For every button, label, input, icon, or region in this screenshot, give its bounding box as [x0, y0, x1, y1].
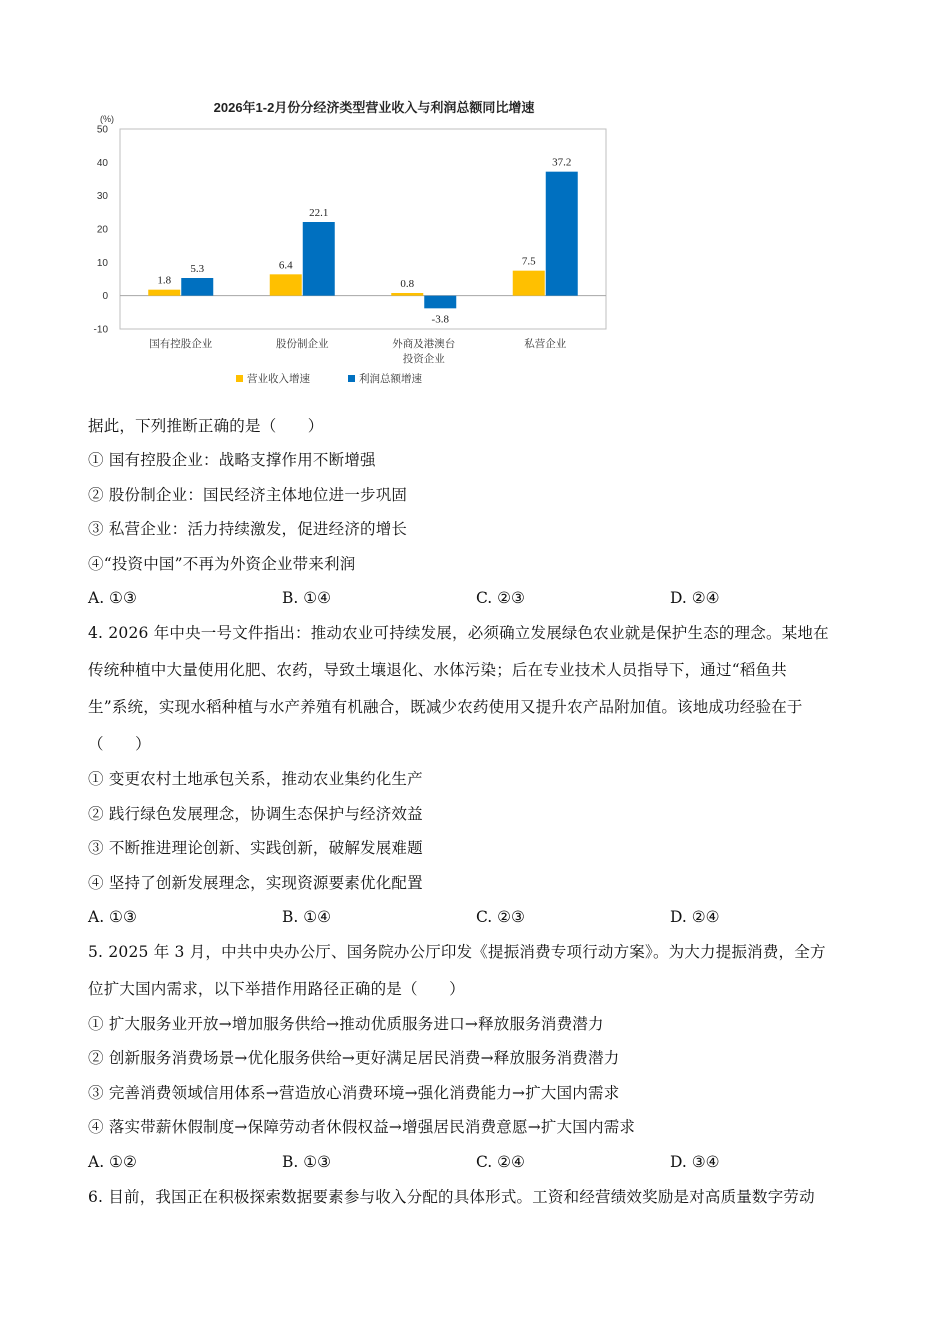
q5-item-3: ③ 完善消费领域信用体系→营造放心消费环境→强化消费能力→扩大国内需求 [88, 1084, 620, 1102]
q3-item-3: ③ 私营企业：活力持续激发，促进经济的增长 [88, 520, 408, 538]
legend-swatch [236, 375, 243, 382]
q4-option-b: B. ①④ [282, 908, 332, 926]
q5-option-a: A. ①② [88, 1153, 137, 1171]
y-tick-label: 10 [96, 257, 108, 269]
q5-option-d: D. ③④ [670, 1153, 720, 1171]
q4-item-4: ④ 坚持了创新发展理念，实现资源要素优化配置 [88, 874, 423, 892]
q3-option-c: C. ②③ [476, 589, 525, 607]
bar-data-label: 6.4 [278, 259, 293, 272]
q4-item-3: ③ 不断推进理论创新、实践创新，破解发展难题 [88, 839, 423, 857]
x-category-label: 国有控股企业 [149, 338, 213, 350]
bar-data-label: 1.8 [157, 274, 172, 287]
q3-option-d: D. ②④ [670, 589, 720, 607]
q4-stem-line-3: 生”系统，实现水稻种植与水产养殖有机融合，既减少农药使用又提升农产品附加值。该地成功经验在于 [88, 698, 803, 716]
x-category-label: 股份制企业 [276, 338, 329, 350]
bar-revenue [270, 274, 302, 295]
q4-option-d: D. ②④ [670, 908, 720, 926]
bar-profit [424, 296, 456, 309]
q3-option-b: B. ①④ [282, 589, 332, 607]
q4-stem-line-4: （ ） [88, 735, 151, 753]
q3-stem: 据此，下列推断正确的是（ ） [88, 417, 324, 435]
legend-label: 利润总额增速 [359, 373, 422, 385]
q4-option-a: A. ①③ [88, 908, 137, 926]
q5-stem-line-2: 位扩大国内需求，以下举措作用路径正确的是（ ） [88, 980, 465, 998]
q3-item-4: ④“投资中国”不再为外资企业带来利润 [88, 555, 356, 573]
q4-item-1: ① 变更农村土地承包关系，推动农业集约化生产 [88, 770, 423, 788]
y-tick-label: 20 [96, 224, 108, 236]
y-tick-label: 50 [96, 124, 108, 136]
legend-swatch [348, 375, 355, 382]
q3-item-1: ① 国有控股企业：战略支撑作用不断增强 [88, 451, 376, 469]
plot-area-frame [120, 129, 606, 329]
bar-data-label: 7.5 [521, 255, 536, 268]
q5-stem-line-1: 5. 2025 年 3 月，中共中央办公厅、国务院办公厅印发《提振消费专项行动方案》。为大力提振消费，全方 [88, 943, 826, 961]
q5-item-1: ① 扩大服务业开放→增加服务供给→推动优质服务进口→释放服务消费潜力 [88, 1015, 604, 1033]
x-category-label: 外商及港澳台 [392, 338, 456, 350]
q3-option-a: A. ①③ [88, 589, 137, 607]
q4-stem-line-1: 4. 2026 年中央一号文件指出：推动农业可持续发展，必须确立发展绿色农业就是保护生态的理念。某地在 [88, 624, 829, 642]
q5-option-b: B. ①③ [282, 1153, 332, 1171]
q3-item-2: ② 股份制企业：国民经济主体地位进一步巩固 [88, 486, 408, 504]
bar-profit [181, 278, 213, 296]
bar-data-label: 22.1 [309, 207, 329, 219]
bar-profit [303, 222, 335, 296]
chart-title: 2026年1-2月份分经济类型营业收入与利润总额同比增速 [213, 100, 535, 115]
y-unit-label: (%) [100, 114, 114, 124]
growth-bar-chart [86, 94, 614, 394]
bar-revenue [391, 293, 423, 296]
bar-revenue [513, 271, 545, 296]
bar-data-label: -3.8 [431, 313, 449, 326]
bar-data-label: 5.3 [190, 263, 205, 275]
q6-stem-line-1: 6. 目前，我国正在积极探索数据要素参与收入分配的具体形式。工资和经营绩效奖励是对高质量数字劳动 [88, 1188, 815, 1206]
bar-profit [546, 172, 578, 296]
y-tick-label: 30 [96, 191, 108, 203]
y-tick-label: -10 [93, 324, 108, 336]
x-category-label: 投资企业 [402, 353, 445, 365]
q5-item-2: ② 创新服务消费场景→优化服务供给→更好满足居民消费→释放服务消费潜力 [88, 1049, 620, 1067]
q5-option-c: C. ②④ [476, 1153, 525, 1171]
q4-option-c: C. ②③ [476, 908, 525, 926]
bar-data-label: 37.2 [552, 156, 572, 169]
q4-stem-line-2: 传统种植中大量使用化肥、农药，导致土壤退化、水体污染；后在专业技术人员指导下，通过“稻鱼共 [88, 661, 787, 679]
y-tick-label: 40 [96, 157, 108, 169]
y-tick-label: 0 [102, 291, 108, 303]
legend-label: 营业收入增速 [247, 373, 310, 385]
x-category-label: 私营企业 [524, 338, 567, 350]
bar-revenue [148, 290, 180, 296]
q5-item-4: ④ 落实带薪休假制度→保障劳动者休假权益→增强居民消费意愿→扩大国内需求 [88, 1118, 636, 1136]
bar-data-label: 0.8 [400, 278, 415, 290]
q4-item-2: ② 践行绿色发展理念，协调生态保护与经济效益 [88, 805, 423, 823]
